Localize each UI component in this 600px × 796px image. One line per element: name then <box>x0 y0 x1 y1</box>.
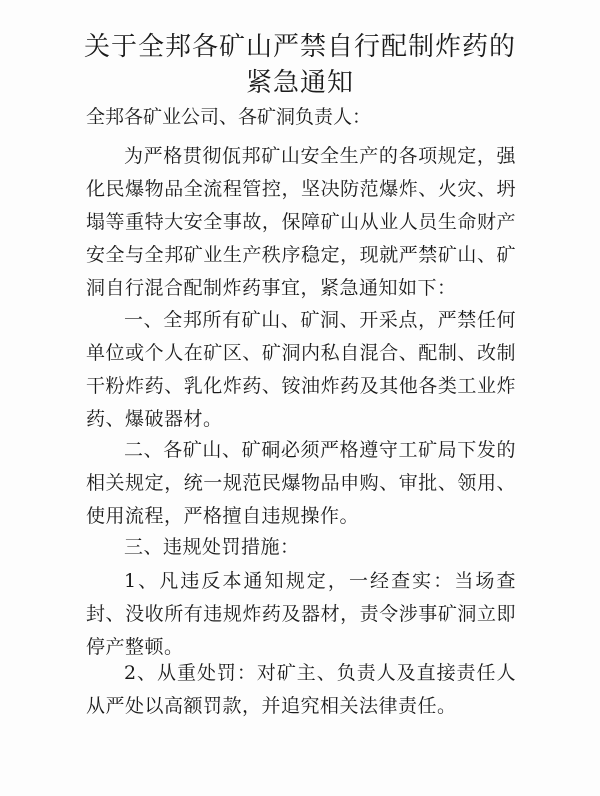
clause-three-heading: 三、违规处罚措施： <box>124 536 300 558</box>
penalty-item-two: 2、从重处罚：对矿主、负责人及直接责任人从严处以高额罚款，并追究相关法律责任。 <box>86 662 516 717</box>
penalty-item-one: 1、凡违反本通知规定，一经查实：当场查封、没收所有违规炸药及器材，责令涉事矿洞立即停产整顿。 <box>86 570 516 658</box>
notice-title-line-2: 紧急通知 <box>245 68 354 98</box>
notice-title-line-1: 关于全邦各矿山严禁自行配制炸药的 <box>83 32 516 62</box>
salutation: 全邦各矿业公司、各矿洞负责人： <box>86 106 372 128</box>
clause-two-paragraph: 二、各矿山、矿硐必须严格遵守工矿局下发的相关规定，统一规范民爆物品申购、审批、领用、使用流程，严格擅自违规操作。 <box>86 439 516 527</box>
clause-one-paragraph: 一、全邦所有矿山、矿洞、开采点，严禁任何单位或个人在矿区、矿洞内私自混合、配制、改制干粉炸药、乳化炸药、铵油炸药及其他各类工业炸药、爆破器材。 <box>86 309 516 430</box>
intro-paragraph: 为严格贯彻佤邦矿山安全生产的各项规定，强化民爆物品全流程管控，坚决防范爆炸、火灾、坍塌等重特大安全事故，保障矿山从业人员生命财产安全与全邦矿业生产秩序稳定，现就严禁矿山、矿洞自行混合配制炸药事宜，紧急通知如下： <box>86 145 516 299</box>
